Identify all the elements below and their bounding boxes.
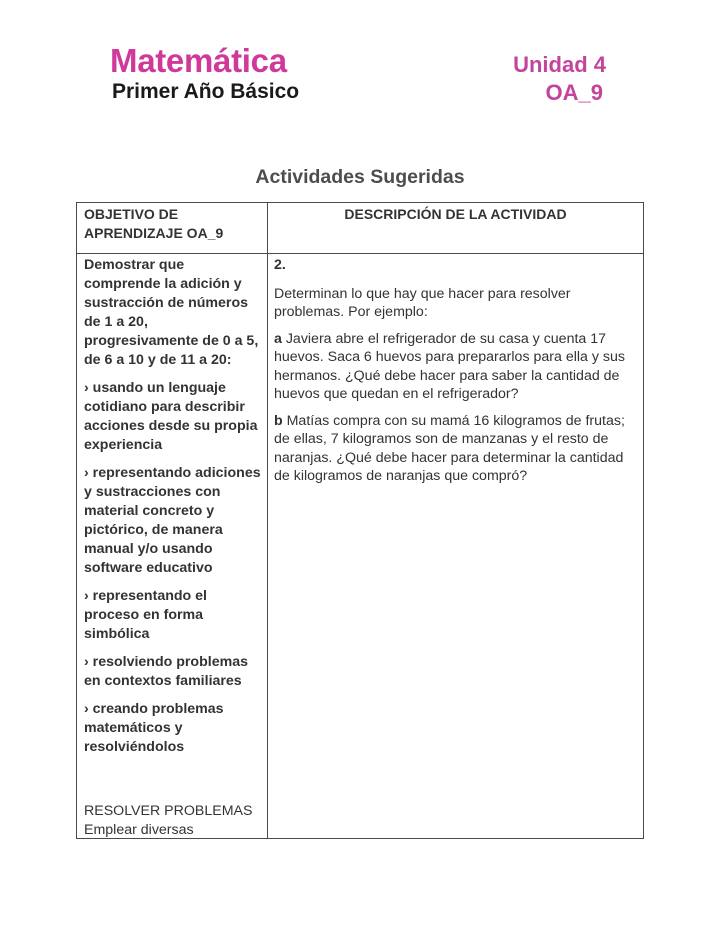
activity-item-a xyxy=(274,330,635,404)
activity-item-b xyxy=(274,412,635,486)
grade-subtitle: Primer Año Básico xyxy=(112,80,300,103)
objective-bullet: › representando el proceso en forma simbólica xyxy=(84,588,207,642)
objective-header: OBJETIVO DE APRENDIZAJE OA_9 xyxy=(77,203,268,254)
objective-intro: Demostrar que comprende la adición y sustracción de números de 1 a 20, progresivamente de 0 a 5, de 6 a 10 y de 11 a 20: xyxy=(84,257,259,368)
skill-text: Emplear diversas xyxy=(84,821,194,838)
objective-bullet: › usando un lenguaje cotidiano para describir acciones desde su propia experiencia xyxy=(84,380,258,453)
activity-number: 2. xyxy=(274,257,286,273)
item-text: Javiera abre el refrigerador de su casa y cuenta 17 huevos. Saca 6 huevos para prepararlos para ella y sus hermanos. ¿Qué debe hacer para saber la cantidad de huevos que quedan en el refrigerador? xyxy=(274,330,625,402)
activity-cell xyxy=(268,254,644,839)
skill-block xyxy=(84,802,252,839)
activities-table xyxy=(76,202,644,839)
objective-bullet: › resolviendo problemas en contextos familiares xyxy=(84,654,248,689)
table-row xyxy=(77,254,644,839)
objective-bullet: › creando problemas matemáticos y resolviéndolos xyxy=(84,701,224,755)
item-label: a xyxy=(274,330,282,347)
objective-code: OA_9 xyxy=(545,80,603,105)
objective-cell xyxy=(77,254,268,839)
section-title: Actividades Sugeridas xyxy=(255,166,465,188)
skill-heading: RESOLVER PROBLEMAS xyxy=(84,803,253,819)
unit-label: Unidad 4 xyxy=(513,52,606,77)
activity-intro: Determinan lo que hay que hacer para resolver problemas. Por ejemplo: xyxy=(274,285,571,320)
table-header-row xyxy=(77,203,644,254)
item-text: Matías compra con su mamá 16 kilogramos de frutas; de ellas, 7 kilogramos son de manzanas y el resto de naranjas. ¿Qué debe hacer para determinar la cantidad de kilogramos de naranjas que compró? xyxy=(274,412,625,484)
item-label: b xyxy=(274,412,283,429)
subject-title: Matemática xyxy=(110,42,287,79)
activity-header: DESCRIPCIÓN DE LA ACTIVIDAD xyxy=(268,203,644,254)
objective-bullet: › representando adiciones y sustracciones con material concreto y pictórico, de manera manual y/o usando software educativo xyxy=(84,465,261,576)
